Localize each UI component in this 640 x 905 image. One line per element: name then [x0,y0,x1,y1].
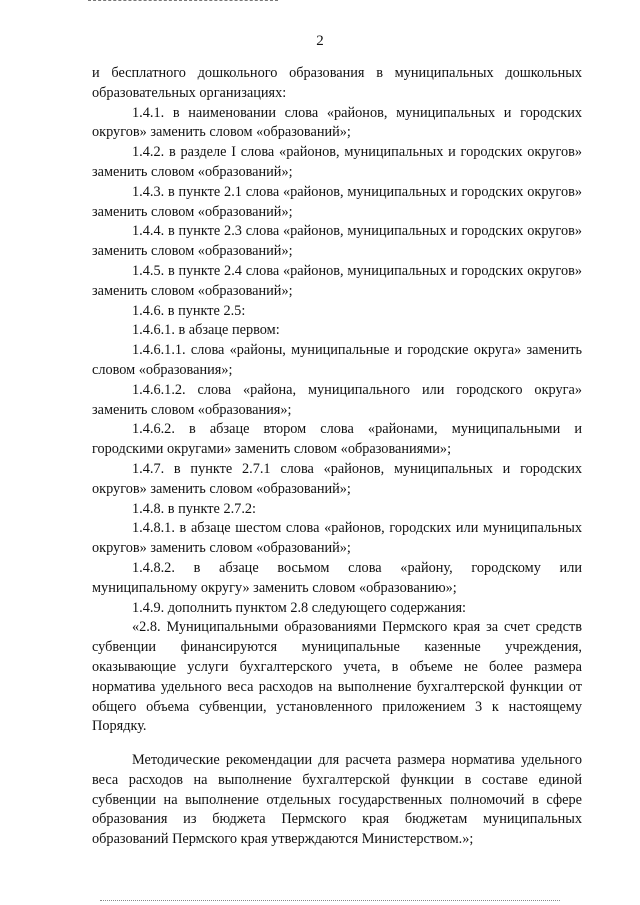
paragraph-1-4-4: 1.4.4. в пункте 2.3 слова «районов, муниципальных и городских округов» заменить словом «образований»; [92,223,582,260]
paragraph-1-4-1: 1.4.1. в наименовании слова «районов, муниципальных и городских округов» заменить словом «образований»; [92,104,582,141]
paragraph-1-4-5: 1.4.5. в пункте 2.4 слова «районов, муниципальных и городских округов» заменить словом «образований»; [92,262,582,299]
document-body [92,64,582,850]
scan-edge-bottom [100,900,560,904]
paragraph-1-4-6-1: 1.4.6.1. в абзаце первом: [132,322,280,339]
paragraph-intro: и бесплатного дошкольного образования в муниципальных дошкольных образовательных организациях: [92,65,582,101]
paragraph-1-4-8-2: 1.4.8.2. в абзаце восьмом слова «району, городскому или муниципальному округу» заменить словом «образованию»; [92,559,582,596]
paragraph-1-4-3: 1.4.3. в пункте 2.1 слова «районов, муниципальных и городских округов» заменить словом «образований»; [92,183,582,220]
paragraph-2-8: «2.8. Муниципальными образованиями Пермского края за счет средств субвенции финансируются муниципальные казенные учреждения, оказывающие услуги бухгалтерского учета, в объеме не более размера норматива удельного веса расходов на выполнение бухгалтерской функции от общего объема субвенции, установленного приложением 3 к настоящему Порядку. [92,619,582,735]
scan-edge-top [88,0,278,4]
paragraph-1-4-2: 1.4.2. в разделе I слова «районов, муниципальных и городских округов» заменить словом «образований»; [92,144,582,180]
paragraph-1-4-7: 1.4.7. в пункте 2.7.1 слова «районов, муниципальных и городских округов» заменить словом «образований»; [92,460,582,497]
paragraph-1-4-6: 1.4.6. в пункте 2.5: [132,302,246,319]
paragraph-1-4-9: 1.4.9. дополнить пунктом 2.8 следующего содержания: [132,599,467,616]
paragraph-1-4-6-1-2: 1.4.6.1.2. слова «района, муниципального или городского округа» заменить словом «образования»; [92,381,582,418]
page-number: 2 [316,33,324,49]
paragraph-1-4-8: 1.4.8. в пункте 2.7.2: [132,500,257,517]
paragraph-1-4-8-1: 1.4.8.1. в абзаце шестом слова «районов, городских или муниципальных округов» заменить словом «образований»; [92,520,582,557]
paragraph-1-4-6-2: 1.4.6.2. в абзаце втором слова «районами, муниципальными и городскими округами» заменить словом «образованиями»; [92,421,582,458]
paragraph-methodology: Методические рекомендации для расчета размера норматива удельного веса расходов на выполнение бухгалтерской функции в составе единой субвенции на выполнение отдельных государственных полномочий в сфере образования из бюджета Пермского края бюджетам муниципальных образований Пермского края утверждаются Министерством.»; [92,752,582,848]
paragraph-1-4-6-1-1: 1.4.6.1.1. слова «районы, муниципальные и городские округа» заменить словом «образования»; [92,342,582,378]
